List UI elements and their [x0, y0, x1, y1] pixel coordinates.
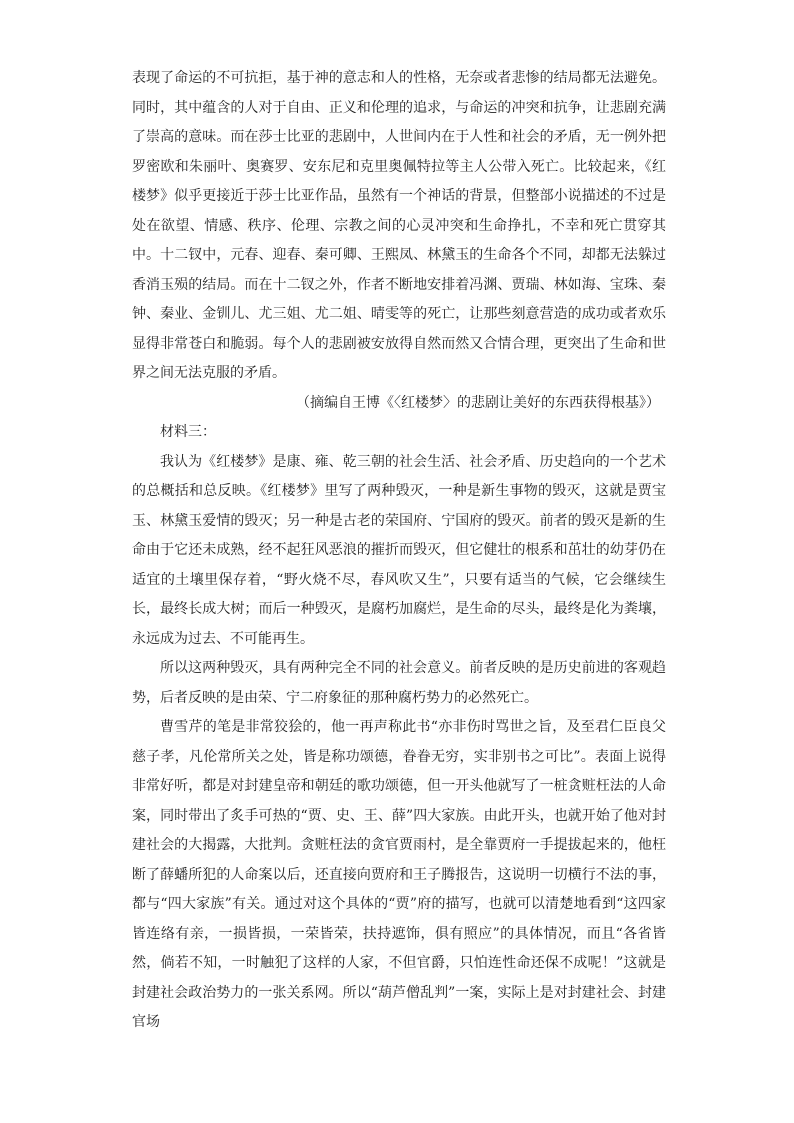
- source-citation: （摘编自王博《〈红楼梦〉的悲剧让美好的东西获得根基》）: [296, 394, 660, 411]
- paragraph-two-destructions: 我认为《红楼梦》是康、雍、乾三朝的社会生活、社会矛盾、历史趋向的一个艺术的总概括和总反映。《红楼梦》里写了两种毁灭，一种是新生事物的毁灭，这就是贾宝玉、林黛玉爱情的毁灭；另一种是古老的荣国府、宁国府的毁灭。前者的毁灭是新的生命由于它还未成熟，经不起狂风恶浪的摧折而毁灭，但它健壮的根系和茁壮的幼芽仍在适宜的土壤里保存着，“野火烧不尽，春风吹又生”，只要有适当的气候，它会继续生长，最终长成大树；而后一种毁灭，是腐朽加腐烂，是生命的尽头，最终是化为粪壤，永远成为过去、不可能再生。: [132, 453, 666, 647]
- material-three-label: 材料三：: [160, 424, 216, 440]
- paragraph-cao-xueqin-pen: 曹雪芹的笔是非常狡狯的，他一再声称此书“亦非伤时骂世之旨，及至君仁臣良父慈子孝，凡伦常所关之处，皆是称功颂德，眷眷无穷，实非别书之可比”。表面上说得非常好听，都是对封建皇帝和朝廷的歌功颂德，但一开头他就写了一桩贪赃枉法的人命案，同时带出了炙手可热的“贾、史、王、薛”四大家族。由此开头，也就开始了他对封建社会的大揭露，大批判。贪赃枉法的贪官贾雨村，是全靠贾府一手提拔起来的，他枉断了薛蟠所犯的人命案以后，还直接向贾府和王子腾报告，这说明一切横行不法的事，都与“四大家族”有关。通过对这个具体的“贾”府的描写，也就可以清楚地看到“这四家皆连络有亲，一损皆损，一荣皆荣，扶持遮饰，俱有照应”的具体情况，而且“各省皆然，倘若不知，一时触犯了这样的人家，不但官爵，只怕连性命还保不成呢！”这就是封建社会政治势力的一张关系网。所以“葫芦僧乱判”一案，实际上是对封建社会、封建官场: [132, 719, 666, 1030]
- document-page: [132, 64, 666, 1038]
- paragraph-tragedy-comparison: 表现了命运的不可抗拒，基于神的意志和人的性格，无奈或者悲惨的结局都无法避免。同时，其中蕴含的人对于自由、正义和伦理的追求，与命运的冲突和抗争，让悲剧充满了崇高的意味。而在莎士比亚的悲剧中，人世间内在于人性和社会的矛盾，无一例外把罗密欧和朱丽叶、奥赛罗、安东尼和克里奥佩特拉等主人公带入死亡。比较起来，《红楼梦》似乎更接近于莎士比亚作品，虽然有一个神话的背景，但整部小说描述的不过是处在欲望、情感、秩序、伦理、宗教之间的心灵冲突和生命挣扎，不幸和死亡贯穿其中。十二钗中，元春、迎春、秦可卿、王熙凤、林黛玉的生命各个不同，却都无法躲过香消玉殒的结局。而在十二钗之外，作者不断地安排着冯渊、贾瑞、林如海、宝珠、秦钟、秦业、金钏儿、尤三姐、尤二姐、晴雯等的死亡，让那些刻意营造的成功或者欢乐显得非常苍白和脆弱。每个人的悲剧被安放得自然而然又合情合理，更突出了生命和世界之间无法克服的矛盾。: [132, 70, 666, 381]
- paragraph-social-meaning: 所以这两种毁灭，具有两种完全不同的社会意义。前者反映的是历史前进的客观趋势，后者反映的是由荣、宁二府象征的那种腐朽势力的必然死亡。: [132, 660, 666, 706]
